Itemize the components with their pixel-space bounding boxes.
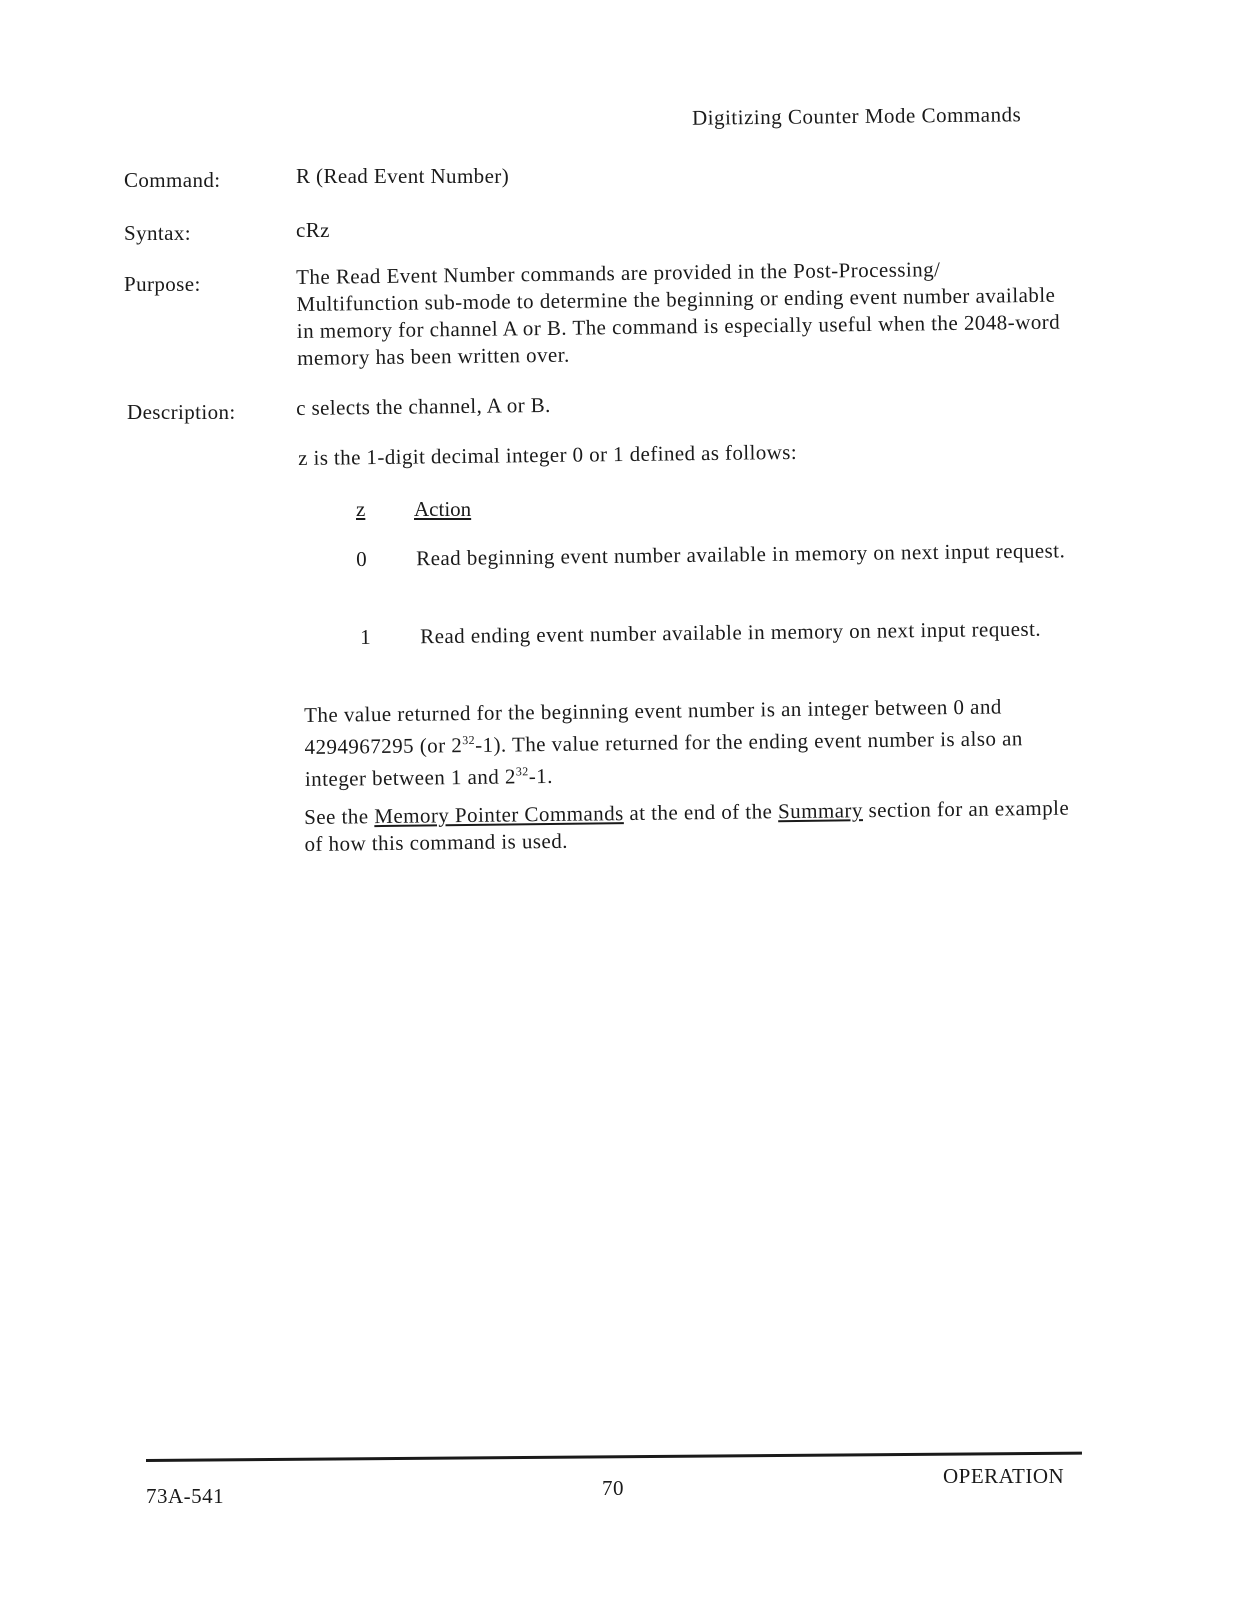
table-row-z: 0	[356, 546, 367, 571]
footer-section: OPERATION	[943, 1464, 1065, 1488]
description-c-text: c selects the channel, A or B.	[296, 392, 551, 420]
description-label: Description:	[127, 400, 236, 424]
command-label: Command:	[124, 168, 221, 192]
purpose-label: Purpose:	[124, 272, 201, 296]
table-row-action: Read beginning event number available in memory on next input request.	[416, 538, 1066, 571]
summary-link[interactable]: Summary	[777, 798, 864, 824]
page-header: Digitizing Counter Mode Commands	[691, 102, 1022, 130]
command-value: R (Read Event Number)	[296, 164, 510, 188]
memory-pointer-commands-link[interactable]: Memory Pointer Commands	[374, 801, 624, 829]
footer-page-number: 70	[602, 1476, 624, 1500]
syntax-label: Syntax:	[124, 221, 191, 245]
purpose-text: The Read Event Number commands are provided in the Post-Processing/ Multifunction sub-mode to determine the beginning or ending event number available in memory for channel A or B. The command is especially useful when the 2048-word memory has been written over.	[296, 257, 1061, 370]
footer-divider	[146, 1452, 1082, 1462]
table-row-action: Read ending event number available in memory on next input request.	[420, 616, 1042, 649]
table-header-action: Action	[414, 497, 472, 521]
description-z-text: z is the 1-digit decimal integer 0 or 1 defined as follows:	[298, 439, 798, 470]
table-row-z: 1	[360, 624, 371, 649]
value-range-paragraph: The value returned for the beginning event number is an integer between 0 and 4294967295 (or $2^{32}-1$). The value returned for the ending event number is also an integer between 1 and $2^{32}-1$.	[304, 694, 1023, 791]
syntax-value: cRz	[296, 218, 330, 242]
table-header-z: z	[356, 497, 366, 521]
see-also-paragraph: See the Memory Pointer Commands at the end of the Summary section for an example of how this command is used.	[304, 795, 1070, 856]
footer-doc-number: 73A-541	[146, 1484, 225, 1508]
